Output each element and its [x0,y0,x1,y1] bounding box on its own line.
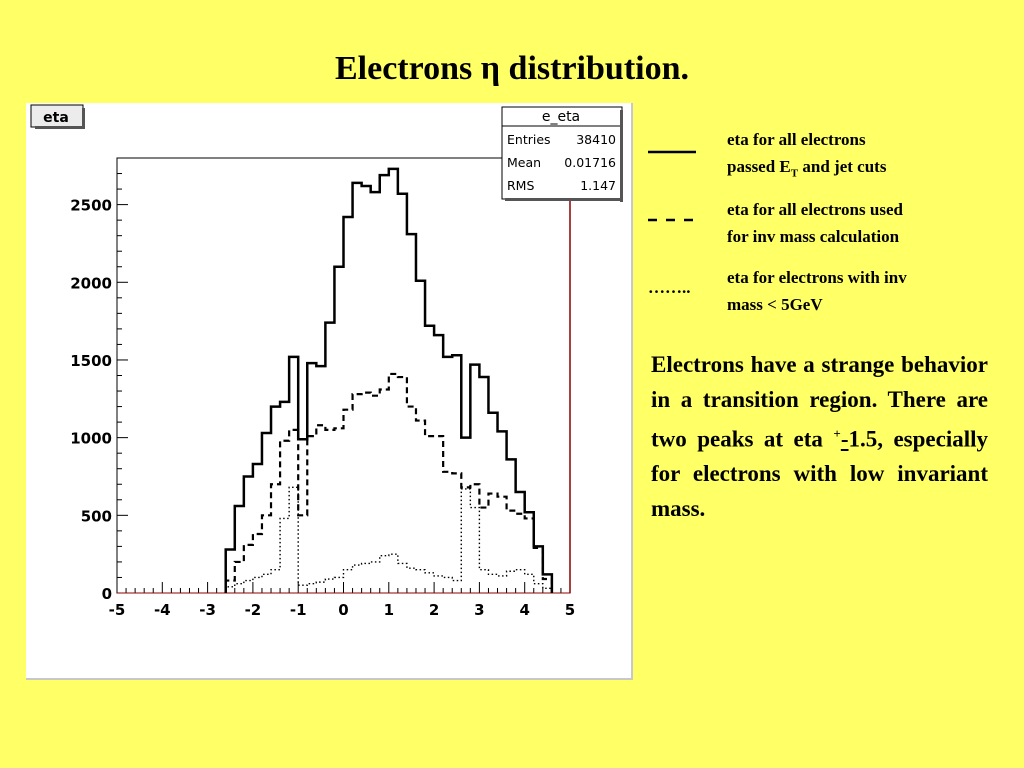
legend-line2: passed E [727,157,791,176]
legend-line2: mass < 5GeV [727,295,823,314]
x-tick-label: 1 [383,601,395,619]
y-tick-label: 500 [80,507,112,526]
series-dotted-line [226,487,552,593]
plus-minus-sup: + [833,426,841,441]
x-tick-label: -1 [289,601,307,619]
paragraph-part2: 1.5, especially for electrons with low invariant mass. [651,426,988,521]
x-tick-label: -3 [199,601,216,619]
histogram-name-tag [31,105,85,129]
x-tick-label: 0 [338,601,349,619]
stats-label: Mean [507,155,542,170]
dotted-line-symbol: …….. [648,278,691,297]
x-tick-label: -2 [244,601,262,619]
legend-line1: eta for all electrons used [727,200,903,219]
y-tick-label: 0 [101,585,112,603]
legend-line2-post: and jet cuts [798,157,887,176]
stats-label: RMS [507,178,535,193]
histogram-canvas [26,103,633,680]
solid-line-symbol [648,140,700,160]
x-tick-label: 5 [564,601,576,619]
x-tick-label: 3 [474,601,485,619]
legend-line1: eta for all electrons [727,130,866,149]
legend-subscript: T [790,167,799,180]
slide-title: Electrons η distribution. [335,50,689,87]
legend-text-dotted [727,264,987,318]
legend-text-dashed [727,196,987,250]
y-tick-label: 2500 [70,196,112,215]
y-tick-label: 2000 [70,274,112,293]
legend-text-solid [727,126,987,187]
x-tick-label: 4 [519,601,530,619]
legend-line1: eta for electrons with inv [727,268,907,287]
stats-value: 1.147 [580,178,616,193]
stats-title: e_eta [541,109,581,125]
histogram-plot [26,103,631,678]
histogram-name: eta [43,110,69,126]
explanation-paragraph [651,348,988,526]
stats-value: 0.01716 [564,155,616,170]
x-tick-label: 2 [428,601,440,619]
legend-line2: for inv mass calculation [727,227,900,246]
stats-box [502,107,623,202]
plus-minus-under: - [840,426,849,452]
dashed-line-symbol [648,210,700,230]
stats-value: 38410 [576,132,616,147]
y-tick-label: 1000 [70,429,112,448]
stats-label: Entries [507,132,551,147]
paragraph-part1: Electrons have a strange behavior in a transition region. There are two peaks at eta [651,352,988,452]
x-tick-label: -5 [108,601,126,619]
x-tick-label: -4 [153,601,171,619]
y-tick-label: 1500 [70,351,112,370]
